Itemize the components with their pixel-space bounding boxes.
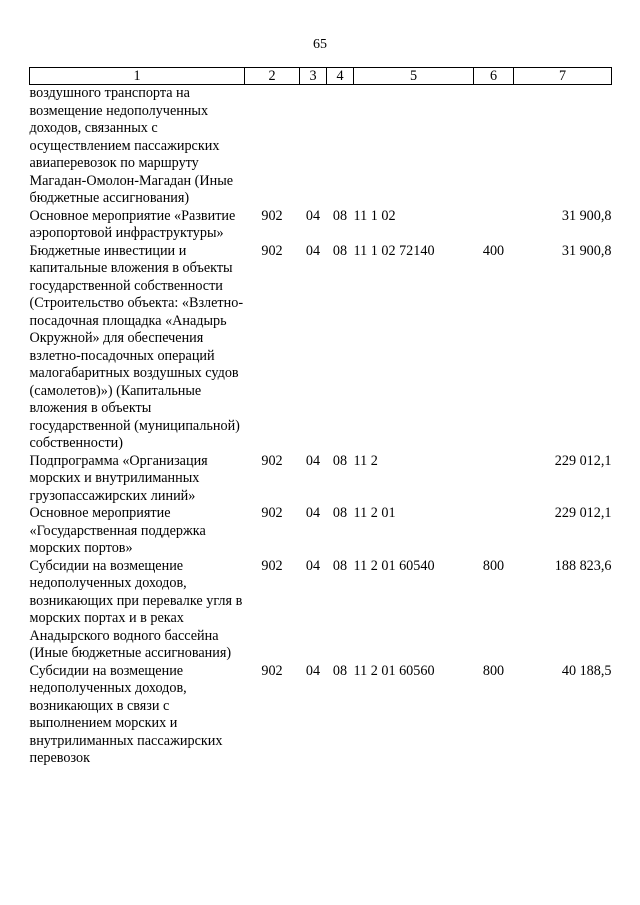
table-row — [30, 85, 612, 208]
row-csr: 11 1 02 72140 — [353, 242, 435, 259]
row-csr: 11 2 — [353, 452, 378, 469]
row-name: Субсидии на возмещение недополученных доходов, возникающих при перевалке угля в морских портах и в реках Анадырского водного бассейна (Иные бюджетные ассигнования) — [29, 557, 243, 661]
row-grbs: 902 — [261, 242, 283, 259]
row-name: Подпрограмма «Организация морских и внутрилиманных грузопассажирских линий» — [29, 452, 208, 504]
row-sum: 229 012,1 — [554, 505, 612, 521]
row-rz: 04 — [305, 207, 321, 224]
budget-table — [29, 67, 612, 768]
row-rz: 04 — [305, 242, 321, 259]
row-sum: 31 900,8 — [561, 207, 612, 224]
header-col-5: 5 — [354, 68, 474, 85]
table-row — [30, 208, 612, 243]
row-pr: 08 — [332, 505, 348, 521]
row-csr — [354, 85, 474, 208]
row-sum: 229 012,1 — [554, 452, 612, 469]
table-row — [30, 243, 612, 453]
row-pr: 08 — [332, 207, 348, 224]
row-vr: 400 — [482, 242, 505, 259]
header-row — [30, 68, 612, 85]
row-rz: 04 — [305, 557, 321, 574]
row-sum: 40 188,5 — [561, 662, 612, 679]
row-name: Бюджетные инвестиции и капитальные вложения в объекты государственной собственности (Строительство объекта: «Взлетно-посадочная площадка «Анадырь Окружной» для обеспечения взлетно-посадочных операций малогабаритных воздушных судов (самолетов)») (Капитальные вложения в объекты государственной (муниципальной) собственности) — [29, 242, 244, 451]
row-csr: 11 1 02 — [353, 207, 396, 224]
header-col-4: 4 — [327, 68, 354, 85]
row-pr: 08 — [332, 662, 348, 679]
row-grbs: 902 — [261, 452, 283, 469]
row-vr — [474, 505, 514, 558]
row-rz: 04 — [305, 505, 321, 521]
row-pr: 08 — [332, 452, 348, 469]
table-row — [30, 663, 612, 768]
row-name: воздушного транспорта на возмещение недополученных доходов, связанных с осуществлением пассажирских авиаперевозок по маршруту Магадан-Омолон-Магадан (Иные бюджетные ассигнования) — [29, 85, 234, 206]
row-vr: 800 — [482, 557, 505, 574]
row-sum: 31 900,8 — [561, 242, 612, 259]
row-grbs: 902 — [261, 662, 283, 679]
row-sum — [514, 85, 612, 208]
row-vr — [474, 208, 514, 243]
row-pr — [327, 85, 354, 208]
row-name: Основное мероприятие «Развитие аэропортовой инфраструктуры» — [29, 207, 236, 241]
row-vr: 800 — [482, 662, 505, 679]
row-rz: 04 — [305, 452, 321, 469]
row-vr — [474, 453, 514, 506]
header-col-1: 1 — [30, 68, 245, 85]
header-col-3: 3 — [300, 68, 327, 85]
table-row — [30, 558, 612, 663]
row-vr — [474, 85, 514, 208]
table-row — [30, 453, 612, 506]
row-csr: 11 2 01 60560 — [353, 662, 435, 679]
row-rz — [300, 85, 327, 208]
header-col-6: 6 — [474, 68, 514, 85]
row-grbs: 902 — [261, 557, 283, 574]
row-pr: 08 — [332, 557, 348, 574]
header-col-7: 7 — [514, 68, 612, 85]
page-number: 65 — [313, 37, 327, 52]
row-csr: 11 2 01 60540 — [353, 557, 435, 574]
row-name: Субсидии на возмещение недополученных доходов, возникающих в связи с выполнением морских и внутрилиманных пассажирских перевозок — [29, 662, 223, 766]
table-row — [30, 505, 612, 558]
row-sum: 188 823,6 — [554, 557, 612, 574]
row-csr: 11 2 01 — [353, 505, 396, 521]
row-pr: 08 — [332, 242, 348, 259]
row-name: Основное мероприятие «Государственная поддержка морских портов» — [29, 505, 206, 556]
row-grbs: 902 — [261, 207, 283, 224]
header-col-2: 2 — [245, 68, 300, 85]
row-grbs — [245, 85, 300, 208]
row-rz: 04 — [305, 662, 321, 679]
row-grbs: 902 — [261, 505, 283, 521]
